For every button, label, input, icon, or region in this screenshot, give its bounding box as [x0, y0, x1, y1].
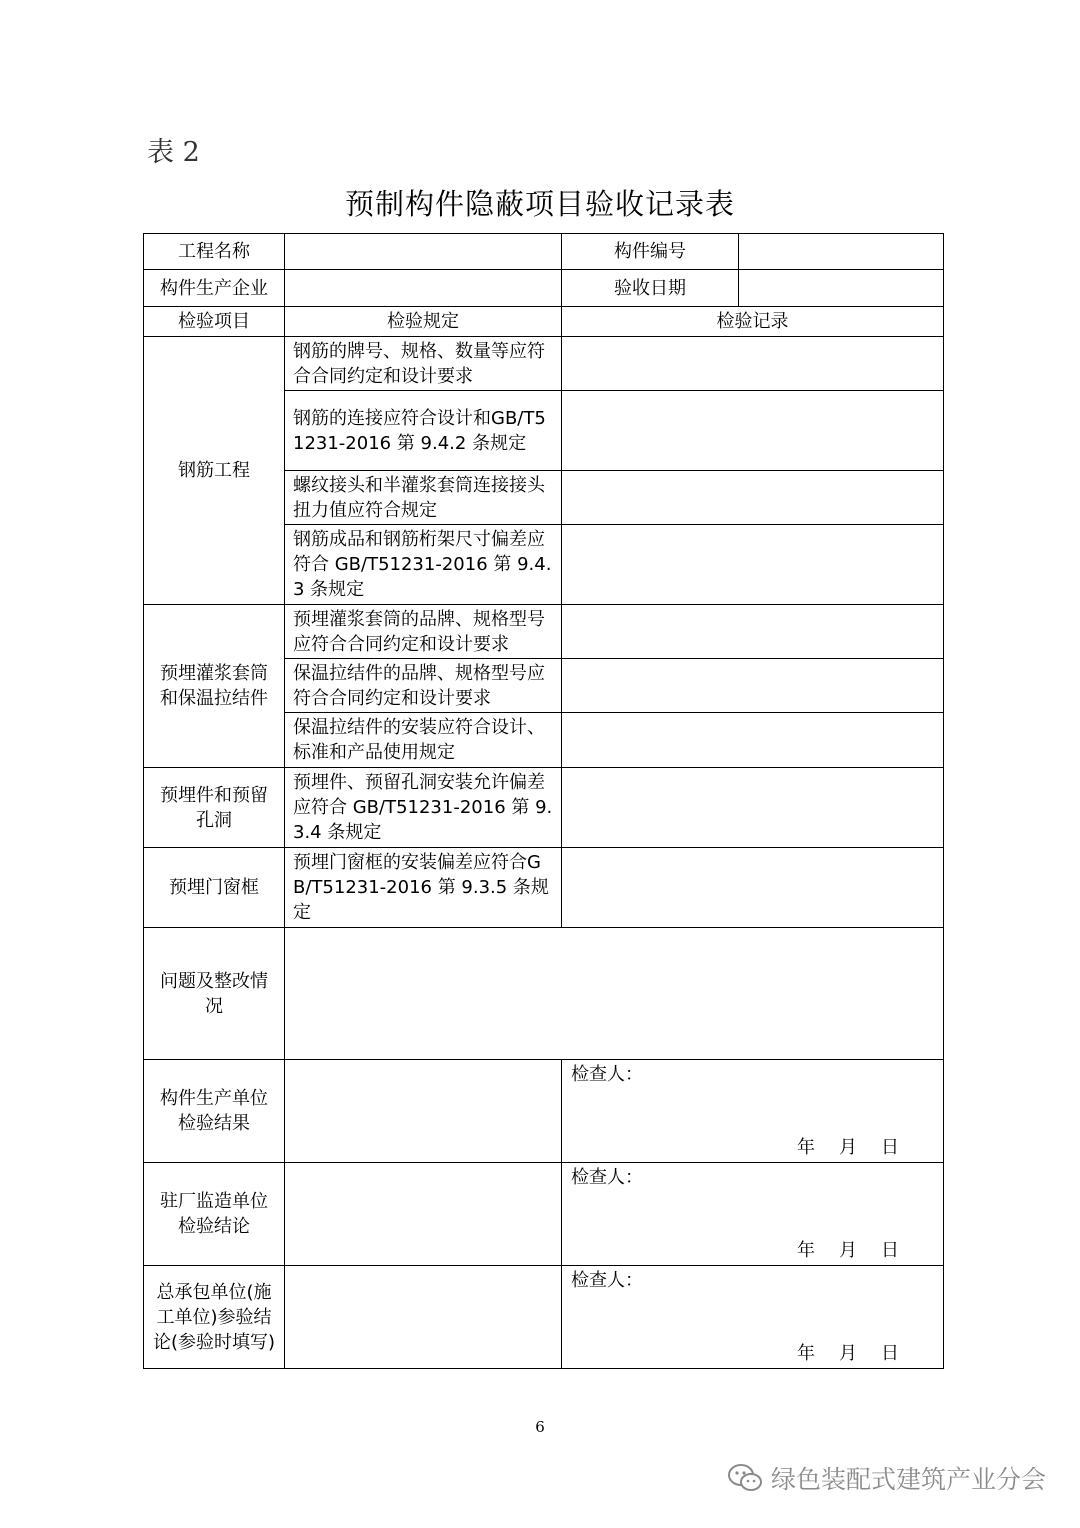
- date-line: [773, 1238, 899, 1263]
- rule-text: 螺纹接头和半灌浆套筒连接接头扭力值应符合规定: [285, 471, 562, 525]
- acceptance-date-label: 验收日期: [562, 270, 739, 307]
- rule-text: 预埋灌浆套筒的品牌、规格型号应符合合同约定和设计要求: [285, 605, 562, 659]
- month-label: 月: [839, 1343, 857, 1364]
- checker-label: 检查人：: [571, 1167, 643, 1188]
- column-header-record: 检验记录: [562, 307, 944, 337]
- watermark: [727, 1460, 1046, 1496]
- group-name-sleeve: 预埋灌浆套筒和保温拉结件: [144, 605, 285, 768]
- component-no-field[interactable]: [739, 234, 944, 270]
- issues-field[interactable]: [285, 928, 944, 1060]
- acceptance-date-field[interactable]: [739, 270, 944, 307]
- record-field[interactable]: [562, 768, 944, 848]
- wechat-icon: [727, 1463, 763, 1493]
- record-field[interactable]: [562, 659, 944, 713]
- form-title: 预制构件隐蔽项目验收记录表: [344, 187, 735, 221]
- day-label: 日: [881, 1240, 899, 1261]
- record-field[interactable]: [562, 605, 944, 659]
- rule-text: 保温拉结件的安装应符合设计、标准和产品使用规定: [285, 713, 562, 768]
- rule-text: 保温拉结件的品牌、规格型号应符合合同约定和设计要求: [285, 659, 562, 713]
- inspection-form-table: [143, 233, 944, 1369]
- rule-text: 预埋件、预留孔洞安装允许偏差应符合 GB/T51231-2016 第 9.3.4 条规定: [285, 768, 562, 848]
- day-label: 日: [881, 1343, 899, 1364]
- result-field[interactable]: [285, 1163, 562, 1266]
- signature-cell[interactable]: [562, 1266, 944, 1369]
- month-label: 月: [839, 1137, 857, 1158]
- year-label: 年: [797, 1240, 815, 1261]
- watermark-text: 绿色装配式建筑产业分会: [770, 1465, 1046, 1494]
- manufacturer-field[interactable]: [285, 270, 562, 307]
- date-line: [773, 1135, 899, 1160]
- year-label: 年: [797, 1137, 815, 1158]
- column-header-rule: 检验规定: [285, 307, 562, 337]
- signoff-label-manufacturer: 构件生产单位检验结果: [144, 1060, 285, 1163]
- day-label: 日: [881, 1137, 899, 1158]
- signoff-label-supervisor: 驻厂监造单位检验结论: [144, 1163, 285, 1266]
- signoff-label-contractor: 总承包单位(施工单位)参验结论(参验时填写): [144, 1266, 285, 1369]
- record-field[interactable]: [562, 525, 944, 605]
- checker-label: 检查人：: [571, 1064, 643, 1085]
- record-field[interactable]: [562, 471, 944, 525]
- issues-label: 问题及整改情况: [144, 928, 285, 1060]
- signature-cell[interactable]: [562, 1060, 944, 1163]
- group-name-rebar: 钢筋工程: [144, 337, 285, 605]
- rule-text: 钢筋成品和钢筋桁架尺寸偏差应符合 GB/T51231-2016 第 9.4.3 条规定: [285, 525, 562, 605]
- result-field[interactable]: [285, 1266, 562, 1369]
- group-name-embedded: 预埋件和预留孔洞: [144, 768, 285, 848]
- record-field[interactable]: [562, 391, 944, 471]
- month-label: 月: [839, 1240, 857, 1261]
- table-number-label: 表 2: [147, 137, 200, 168]
- record-field[interactable]: [562, 337, 944, 391]
- component-no-label: 构件编号: [562, 234, 739, 270]
- project-name-label: 工程名称: [144, 234, 285, 270]
- signature-cell[interactable]: [562, 1163, 944, 1266]
- year-label: 年: [797, 1343, 815, 1364]
- record-field[interactable]: [562, 713, 944, 768]
- manufacturer-label: 构件生产企业: [144, 270, 285, 307]
- rule-text: 钢筋的连接应符合设计和GB/T51231-2016 第 9.4.2 条规定: [285, 391, 562, 471]
- group-name-frame: 预埋门窗框: [144, 848, 285, 928]
- project-name-field[interactable]: [285, 234, 562, 270]
- result-field[interactable]: [285, 1060, 562, 1163]
- column-header-item: 检验项目: [144, 307, 285, 337]
- date-line: [773, 1341, 899, 1366]
- page-number: 6: [535, 1418, 545, 1436]
- checker-label: 检查人：: [571, 1270, 643, 1291]
- rule-text: 预埋门窗框的安装偏差应符合GB/T51231-2016 第 9.3.5 条规定: [285, 848, 562, 928]
- record-field[interactable]: [562, 848, 944, 928]
- rule-text: 钢筋的牌号、规格、数量等应符合合同约定和设计要求: [285, 337, 562, 391]
